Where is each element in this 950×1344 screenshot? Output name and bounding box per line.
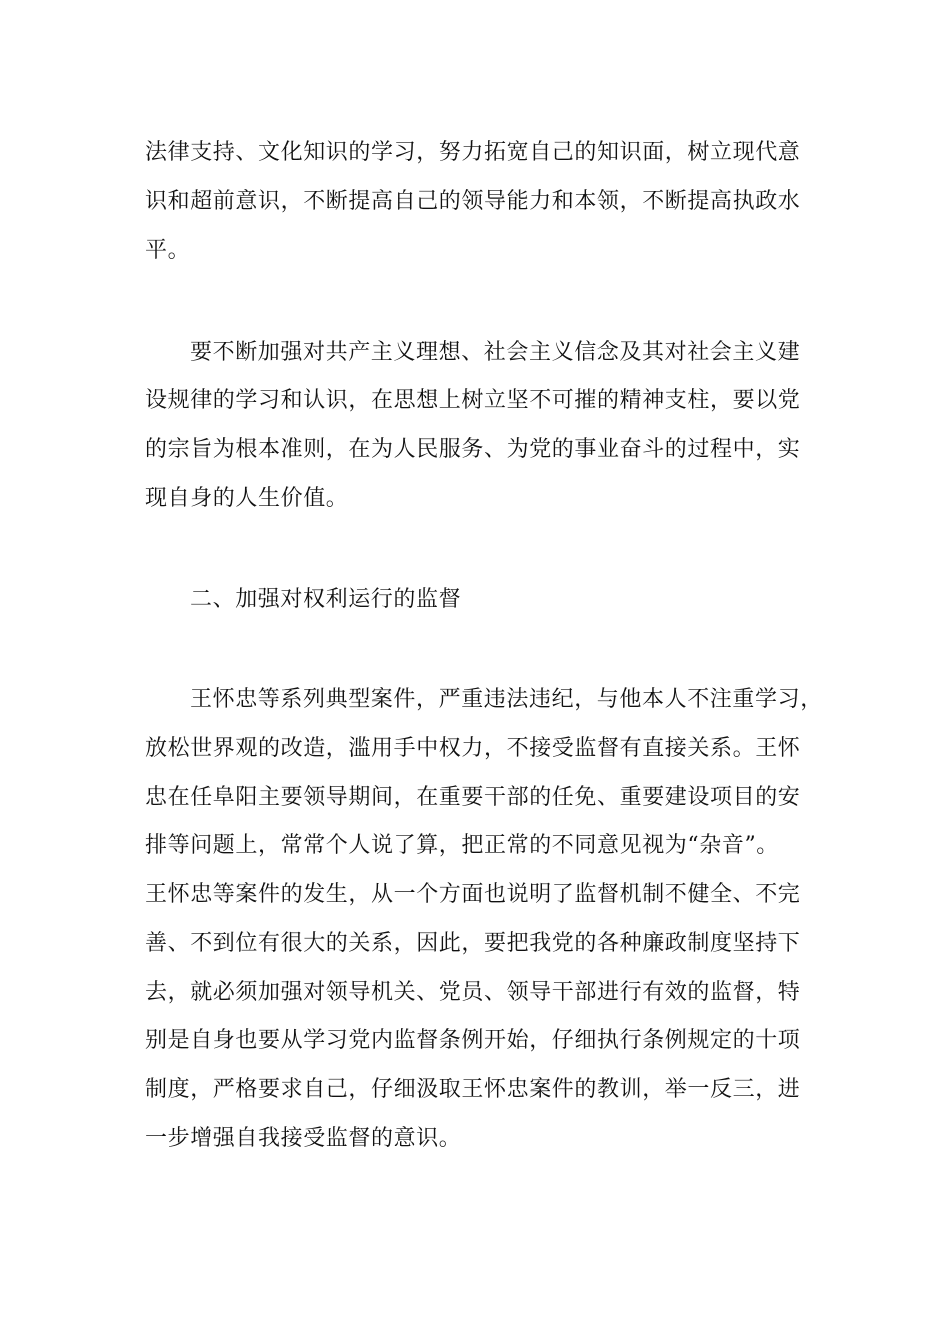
section-heading: 二、加强对权利运行的监督 xyxy=(190,587,462,612)
paragraph-3-line-5: 王怀忠等案件的发生，从一个方面也说明了监督机制不健全、不完 xyxy=(145,882,801,907)
paragraph-3-line-4: 排等问题上，常常个人说了算，把正常的不同意见视为“杂音”。 xyxy=(145,833,779,858)
paragraph-1-line-2: 识和超前意识，不断提高自己的领导能力和本领，不断提高执政水 xyxy=(145,189,801,214)
paragraph-3-line-8: 别是自身也要从学习党内监督条例开始，仔细执行条例规定的十项 xyxy=(145,1028,801,1053)
paragraph-1-line-3: 平。 xyxy=(145,238,191,263)
paragraph-3-line-3: 忠在任阜阳主要领导期间，在重要干部的任免、重要建设项目的安 xyxy=(145,785,801,810)
paragraph-2-line-4: 现自身的人生价值。 xyxy=(145,486,349,511)
paragraph-2-line-1: 要不断加强对共产主义理想、社会主义信念及其对社会主义建 xyxy=(190,340,801,365)
paragraph-1-line-1: 法律支持、文化知识的学习，努力拓宽自己的知识面，树立现代意 xyxy=(145,140,801,165)
paragraph-3-line-6: 善、不到位有很大的关系，因此，要把我党的各种廉政制度坚持下 xyxy=(145,931,801,956)
paragraph-3-line-10: 一步增强自我接受监督的意识。 xyxy=(145,1126,462,1151)
paragraph-3-line-2: 放松世界观的改造，滥用手中权力，不接受监督有直接关系。王怀 xyxy=(145,736,801,761)
paragraph-3-line-7: 去，就必须加强对领导机关、党员、领导干部进行有效的监督，特 xyxy=(145,980,801,1005)
paragraph-2-line-2: 设规律的学习和认识，在思想上树立坚不可摧的精神支柱，要以党 xyxy=(145,388,801,413)
paragraph-3-line-1: 王怀忠等系列典型案件，严重违法违纪，与他本人不注重学习， xyxy=(190,687,823,712)
paragraph-2-line-3: 的宗旨为根本准则，在为人民服务、为党的事业奋斗的过程中，实 xyxy=(145,437,801,462)
paragraph-3-line-9: 制度，严格要求自己，仔细汲取王怀忠案件的教训，举一反三，进 xyxy=(145,1077,801,1102)
